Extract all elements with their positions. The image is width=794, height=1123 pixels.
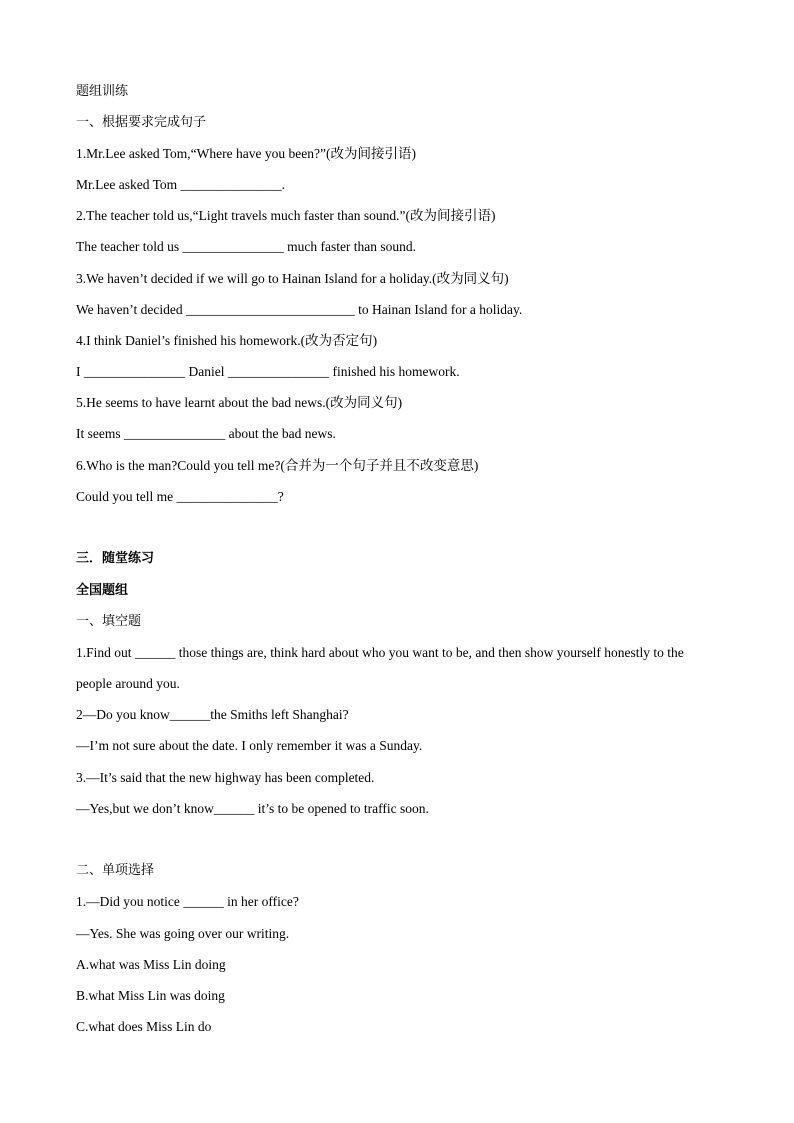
fill-line-6: —Yes,but we don’t know______ it’s to be opened to traffic soon. [76,801,429,816]
section-title: 题组训练 [76,84,129,99]
choice-heading: 二、单项选择 [76,863,155,878]
fill-line-2: people around you. [76,676,180,691]
choice-option-c: C.what does Miss Lin do [76,1019,212,1034]
question-3: 3.We haven’t decided if we will go to Hainan Island for a holiday.(改为同义句) [76,271,509,286]
fill-line-3: 2—Do you know______the Smiths left Shanghai? [76,707,349,722]
part1-heading: 一、根据要求完成句子 [76,115,207,130]
question-6: 6.Who is the man?Could you tell me?(合并为一个句子并且不改变意思) [76,458,479,473]
fill-line-4: —I’m not sure about the date. I only remember it was a Sunday. [76,738,423,753]
answer-1: Mr.Lee asked Tom _______________. [76,177,286,192]
question-1: 1.Mr.Lee asked Tom,“Where have you been?”(改为间接引语) [76,146,416,161]
fill-line-1: 1.Find out ______ those things are, think hard about who you want to be, and then show yourself honestly to the [76,645,684,660]
part3-subheading: 全国题组 [76,583,129,598]
answer-3: We haven’t decided _________________________ to Hainan Island for a holiday. [76,302,523,317]
answer-6: Could you tell me _______________? [76,489,284,504]
fill-heading: 一、填空题 [76,614,142,629]
answer-5: It seems _______________ about the bad news. [76,426,336,441]
answer-4: I _______________ Daniel _______________ finished his homework. [76,364,460,379]
question-4: 4.I think Daniel’s finished his homework.(改为否定句) [76,333,378,348]
choice-line-2: —Yes. She was going over our writing. [76,926,290,941]
choice-option-b: B.what Miss Lin was doing [76,988,225,1003]
answer-2: The teacher told us _______________ much faster than sound. [76,239,417,254]
question-5: 5.He seems to have learnt about the bad news.(改为同义句) [76,395,403,410]
choice-option-a: A.what was Miss Lin doing [76,957,226,972]
question-2: 2.The teacher told us,“Light travels much faster than sound.”(改为间接引语) [76,208,496,223]
choice-line-1: 1.—Did you notice ______ in her office? [76,894,299,909]
fill-line-5: 3.—It’s said that the new highway has been completed. [76,770,375,785]
part3-heading: 三．随堂练习 [76,551,155,566]
